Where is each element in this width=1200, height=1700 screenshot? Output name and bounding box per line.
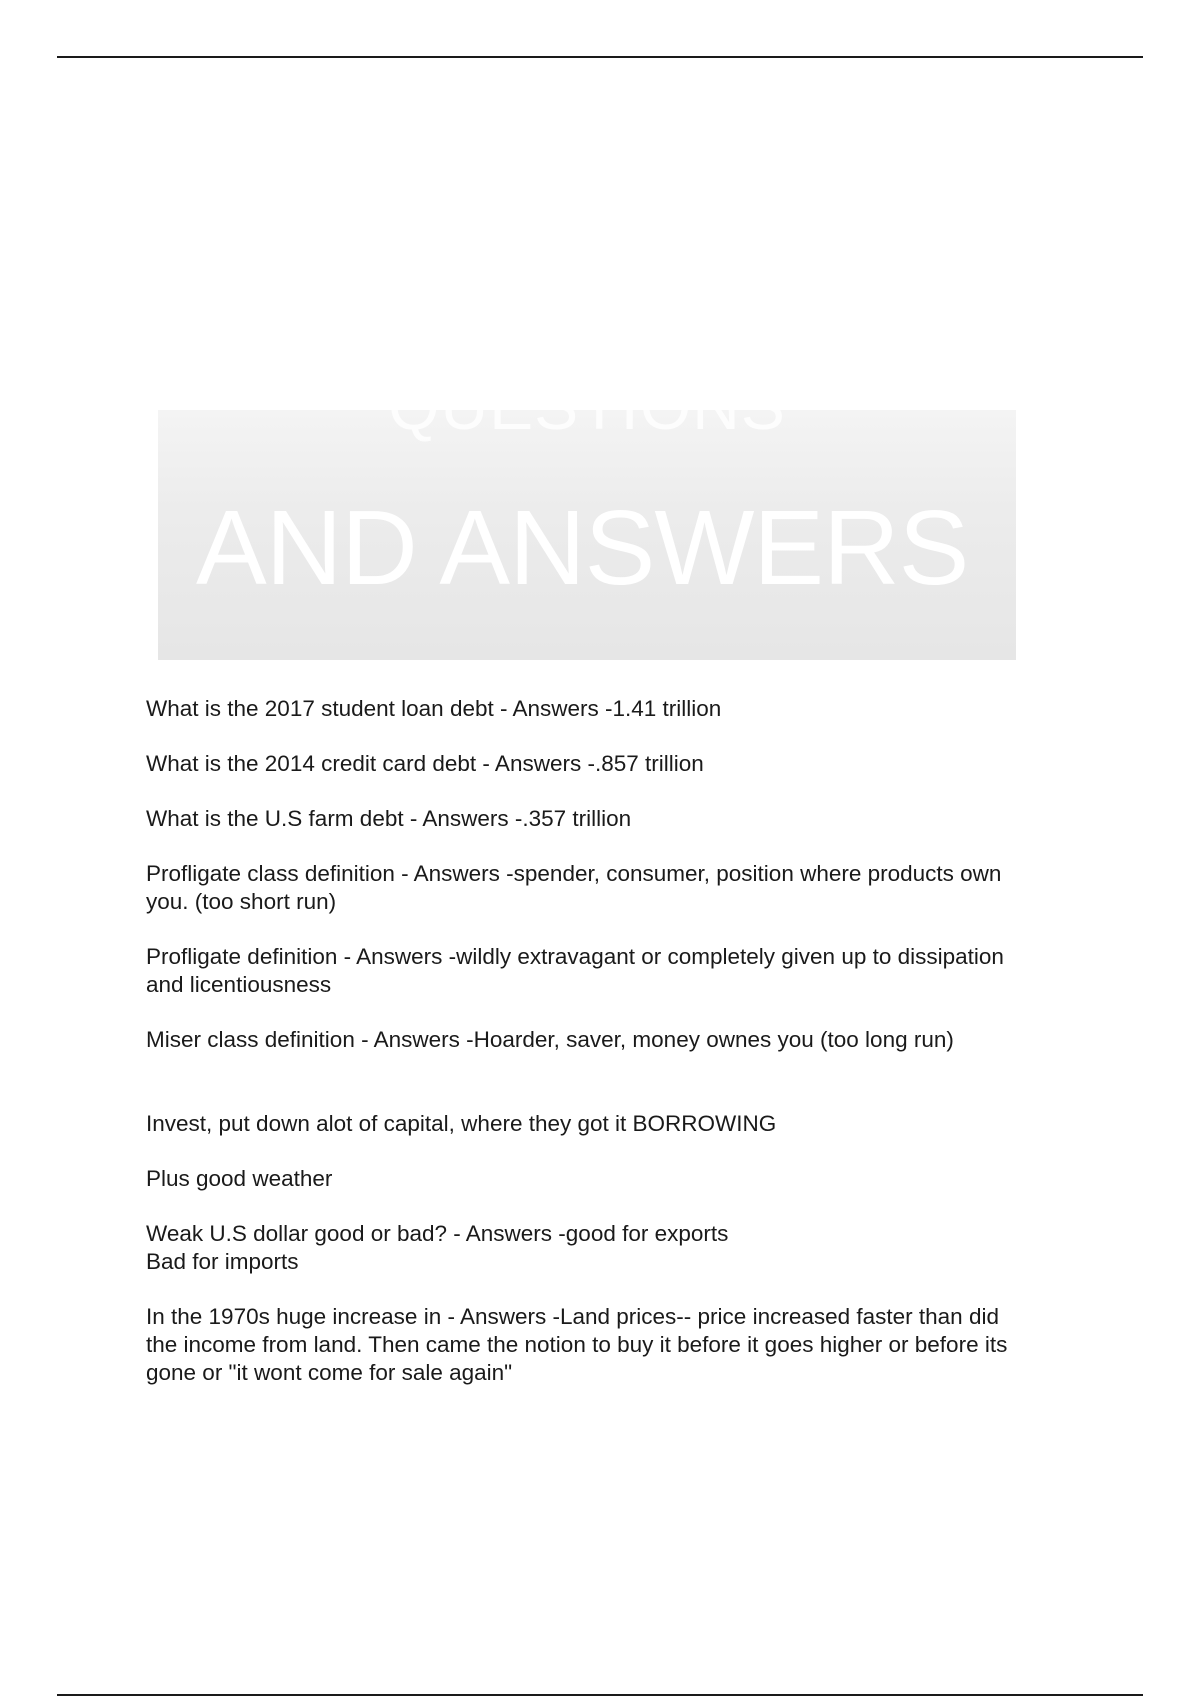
qa-text: and licentiousness: [146, 972, 332, 997]
qa-entry-land-prices: [146, 1303, 1096, 1387]
qa-text: you. (too short run): [146, 889, 337, 914]
header-rule: [57, 56, 1143, 58]
qa-text: the income from land. Then came the notion to buy it before it goes higher or before its: [146, 1332, 1008, 1357]
qa-entry-weather: [146, 1165, 1096, 1193]
qa-text: Bad for imports: [146, 1249, 299, 1274]
qa-text: Invest, put down alot of capital, where they got it BORROWING: [146, 1111, 777, 1136]
qa-text: Miser class definition - Answers -Hoarder, saver, money ownes you (too long run): [146, 1027, 954, 1052]
qa-entry-invest: [146, 1110, 1096, 1138]
watermark-line-1: QUESTIONS: [388, 369, 786, 443]
qa-entry-miser-class: [146, 1026, 1096, 1054]
qa-list: [146, 695, 1096, 1414]
qa-entry-weak-dollar: [146, 1220, 1096, 1276]
qa-entry-farm-debt: [146, 805, 1096, 833]
qa-text: gone or "it wont come for sale again": [146, 1360, 513, 1385]
watermark-line-2: AND ANSWERS: [196, 489, 969, 607]
qa-entry-profligate: [146, 943, 1096, 999]
qa-entry-credit-card: [146, 750, 1096, 778]
qa-entry-student-loan: [146, 695, 1096, 723]
footer-rule: [57, 1694, 1143, 1696]
qa-text: What is the U.S farm debt - Answers -.357 trillion: [146, 806, 632, 831]
qa-text: Profligate definition - Answers -wildly extravagant or completely given up to dissipation: [146, 944, 1004, 969]
watermark-banner: [158, 369, 1016, 660]
qa-entry-profligate-class: [146, 860, 1096, 916]
qa-text: Weak U.S dollar good or bad? - Answers -good for exports: [146, 1221, 729, 1246]
qa-text: Plus good weather: [146, 1166, 333, 1191]
qa-text: What is the 2014 credit card debt - Answers -.857 trillion: [146, 751, 704, 776]
qa-text: What is the 2017 student loan debt - Answers -1.41 trillion: [146, 696, 722, 721]
qa-text: In the 1970s huge increase in - Answers -Land prices-- price increased faster than did: [146, 1304, 999, 1329]
qa-text: Profligate class definition - Answers -spender, consumer, position where products own: [146, 861, 1002, 886]
